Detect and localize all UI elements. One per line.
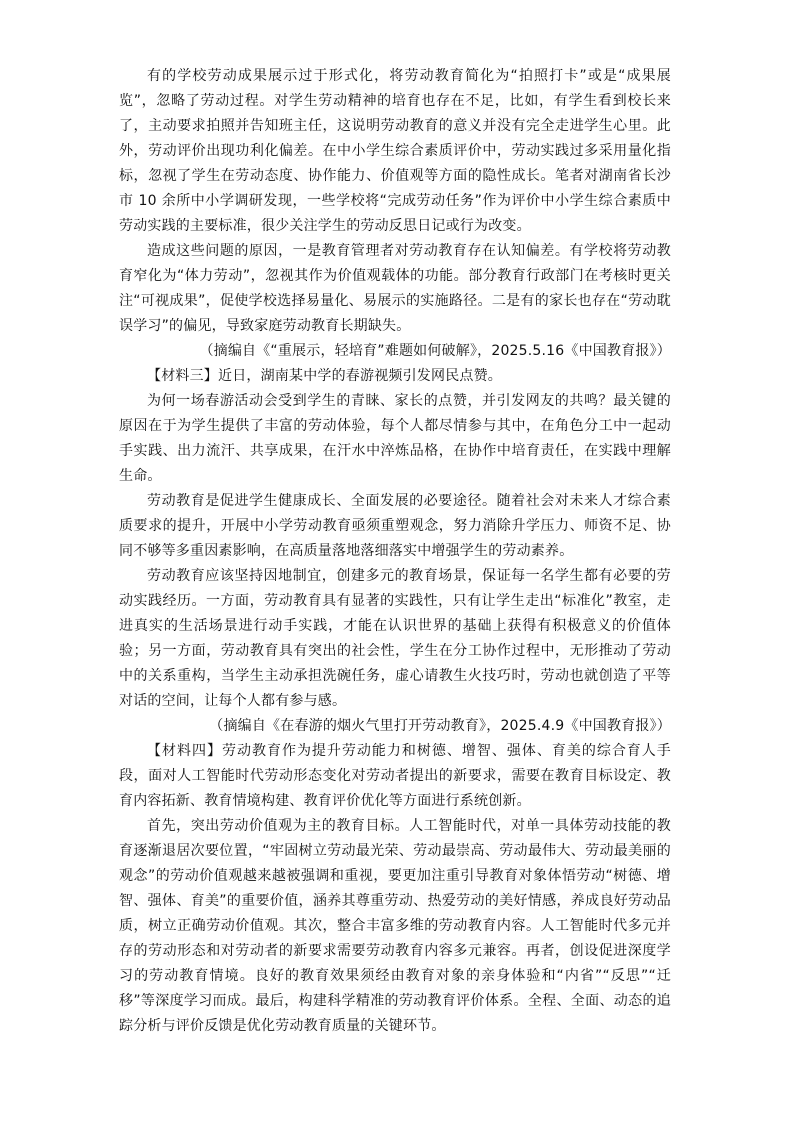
paragraph-4: 劳动教育是促进学生健康成长、全面发展的必要途径。随着社会对未来人才综合素质要求的提升，开展中小学劳动教育亟须重塑观念，努力消除升学压力、师资不足、协同不够等多重因素影响，在高质量落地落细落实中增强学生的劳动素养。 — [119, 493, 671, 559]
document-page — [119, 64, 671, 1039]
paragraph-2: 造成这些问题的原因，一是教育管理者对劳动教育存在认知偏差。有学校将劳动教育窄化为“体力劳动”，忽视其作为价值观载体的功能。部分教育行政部门在考核时更关注“可视成果”，促使学校选择易量化、易展示的实施路径。二是有的家长也存在“劳动耽误学习”的偏见，导致家庭劳动教育长期缺失。 — [119, 243, 671, 334]
material-3-intro: 【材料三】近日，湖南某中学的春游视频引发网民点赞。 — [147, 368, 502, 384]
source-citation-material-3: （摘编自《在春游的烟火气里打开劳动教育》，2025.4.9《中国教育报》） — [209, 718, 671, 734]
paragraph-6: 首先，突出劳动价值观为主的教育目标。人工智能时代，对单一具体劳动技能的教育逐渐退居次要位置，“牢固树立劳动最光荣、劳动最崇高、劳动最伟大、劳动最美丽的观念”的劳动价值观越来越被强调和重视，要更加注重引导教育对象体悟劳动“树德、增智、强体、育美”的重要价值，涵养其尊重劳动、热爱劳动的美好情感，养成良好劳动品质，树立正确劳动价值观。其次，整合丰富多维的劳动教育内容。人工智能时代多元并存的劳动形态和对劳动者的新要求需要劳动教育内容多元兼容。再者，创设促进深度学习的劳动教育情境。良好的教育效果须经由教育对象的亲身体验和“内省”“反思”“迁移”等深度学习而成。最后，构建科学精准的劳动教育评价体系。全程、全面、动态的追踪分析与评价反馈是优化劳动教育质量的关键环节。 — [119, 818, 672, 1034]
paragraph-5: 劳动教育应该坚持因地制宜，创建多元的教育场景，保证每一名学生都有必要的劳动实践经历。一方面，劳动教育具有显著的实践性，只有让学生走出“标准化”教室，走进真实的生活场景进行动手实践，才能在认识世界的基础上获得有积极意义的价值体验；另一方面，劳动教育具有突出的社会性，学生在分工协作过程中，无形推动了劳动中的关系重构，当学生主动承担洗碗任务，虚心请教生火技巧时，劳动也就创造了平等对话的空间，让每个人都有参与感。 — [119, 568, 671, 709]
paragraph-3: 为何一场春游活动会受到学生的青睐、家长的点赞，并引发网友的共鸣？最关键的原因在于为学生提供了丰富的劳动体验，每个人都尽情参与其中，在角色分工中一起动手实践、出力流汗、共享成果，在汗水中淬炼品格，在协作中培育责任，在实践中理解生命。 — [119, 393, 671, 484]
paragraph-1: 有的学校劳动成果展示过于形式化，将劳动教育简化为“拍照打卡”或是“成果展览”，忽略了劳动过程。对学生劳动精神的培育也存在不足，比如，有学生看到校长来了，主动要求拍照并告知班主任，这说明劳动教育的意义并没有完全走进学生心里。此外，劳动评价出现功利化偏差。在中小学生综合素质评价中，劳动实践过多采用量化指标，忽视了学生在劳动态度、协作能力、价值观等方面的隐性成长。笔者对湖南省长沙市 10 余所中小学调研发现，一些学校将“完成劳动任务”作为评价中小学生综合素质中劳动实践的主要标准，很少关注学生的劳动反思日记或行为改变。 — [119, 68, 671, 234]
source-citation-material-2: （摘编自《“重展示，轻培育”难题如何破解》，2025.5.16《中国教育报》） — [199, 343, 671, 359]
material-4-intro: 【材料四】劳动教育作为提升劳动能力和树德、增智、强体、育美的综合育人手段，面对人工智能时代劳动形态变化对劳动者提出的新要求，需要在教育目标设定、教育内容拓新、教育情境构建、教育评价优化等方面进行系统创新。 — [119, 743, 671, 809]
